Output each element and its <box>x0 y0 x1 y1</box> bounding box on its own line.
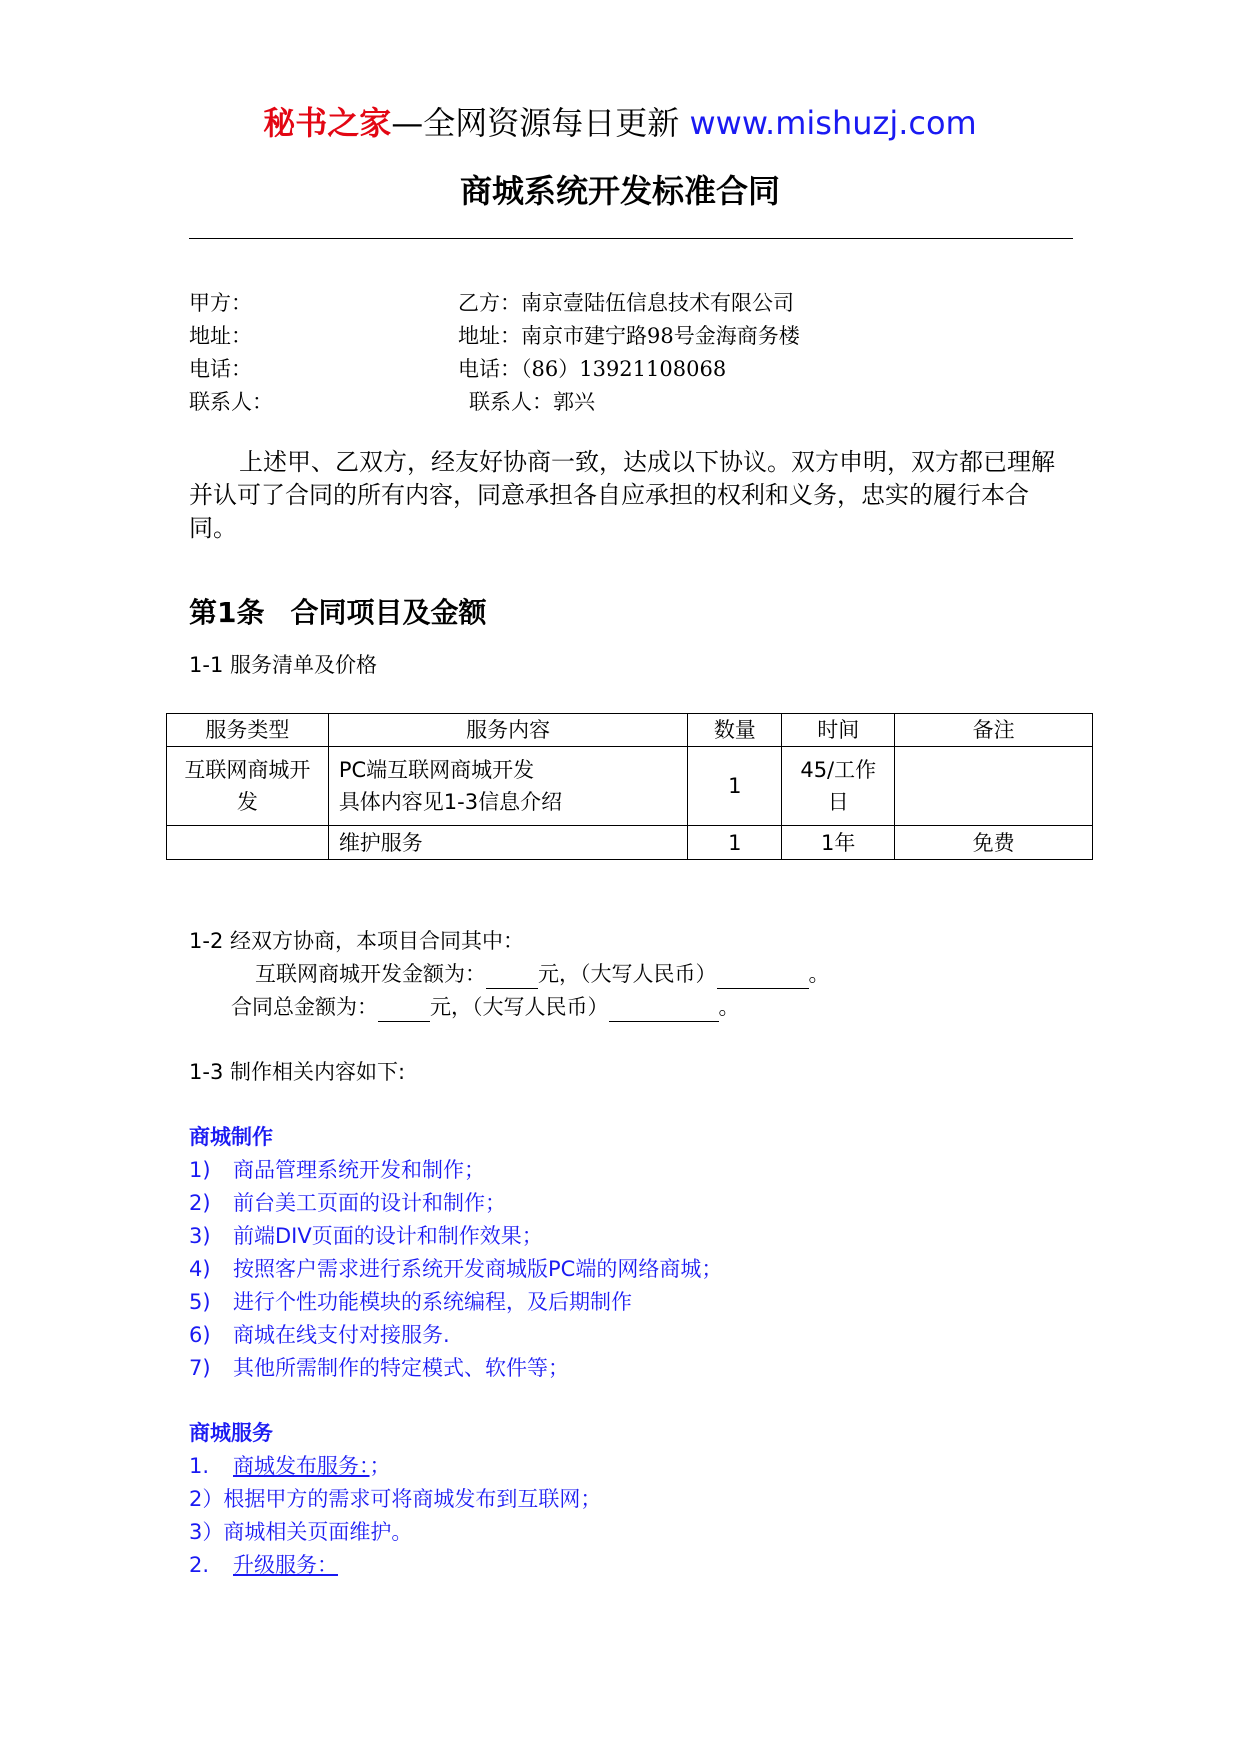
party-b-name-line <box>458 288 794 318</box>
quantity-cell: 1 <box>688 747 782 826</box>
list-number: 3) <box>189 1224 211 1248</box>
list-item <box>189 1221 543 1251</box>
table-header-cell: 时间 <box>782 714 895 747</box>
cell-line: 具体内容见1-3信息介绍 <box>338 790 563 814</box>
service-content-cell: 维护服务 <box>328 826 688 860</box>
table-header-cell: 备注 <box>895 714 1093 747</box>
party-b-address-line <box>458 321 800 351</box>
amount-label: 互联网商城开发金额为： <box>255 962 486 986</box>
table-header-cell: 数量 <box>688 714 782 747</box>
table-header-cell: 服务内容 <box>328 714 688 747</box>
list-number: 7) <box>189 1356 211 1380</box>
service-table <box>166 713 1093 860</box>
party-b-contact-label: 联系人： <box>469 390 553 414</box>
subsection-1-2-heading: 1-2 经双方协商，本项目合同其中： <box>189 929 524 953</box>
total-amount-blank[interactable] <box>378 997 430 1022</box>
cell-line: 互联网商城开 <box>184 758 311 782</box>
cell-line: 发 <box>236 790 258 814</box>
note-cell: 免费 <box>895 826 1093 860</box>
list-number: 1) <box>189 1158 211 1182</box>
list-text: 按照客户需求进行系统开发商城版PC端的网络商城； <box>233 1257 723 1281</box>
list-item <box>189 1353 569 1383</box>
list-number: 2) <box>189 1191 211 1215</box>
service-type-cell <box>167 826 329 860</box>
service-content-cell <box>328 747 688 826</box>
section-1-title: 合同项目及金额 <box>290 596 487 629</box>
list-text: 商城在线支付对接服务. <box>233 1323 450 1347</box>
amount-blank[interactable] <box>486 964 538 989</box>
party-b-address-label: 地址： <box>458 324 521 348</box>
subsection-1-1: 1-1 服务清单及价格 <box>189 653 377 677</box>
list-item <box>189 1188 506 1218</box>
list-text: 进行个性功能模块的系统编程，及后期制作 <box>233 1290 632 1314</box>
cell-line: PC端互联网商城开发 <box>338 758 535 782</box>
list-item <box>189 1287 632 1317</box>
list-item <box>189 1155 485 1185</box>
list-item <box>189 1320 450 1350</box>
mall-service-heading: 商城服务 <box>189 1421 273 1445</box>
total-amount-line <box>231 992 740 1022</box>
list-text: 前台美工页面的设计和制作； <box>233 1191 506 1215</box>
document-title: 商城系统开发标准合同 <box>459 172 780 210</box>
list-text: 前端DIV页面的设计和制作效果； <box>233 1224 543 1248</box>
intro-paragraph: 上述甲、乙双方，经友好协商一致，达成以下协议。双方申明，双方都已理解并认可了合同的所有内容，同意承担各自应承担的权利和义务，忠实的履行本合同。 <box>189 448 1055 542</box>
mall-dev-amount-line <box>255 959 830 989</box>
party-b-contact-line <box>469 387 595 417</box>
section-1-number: 第1条 <box>189 596 265 629</box>
total-amount-label: 合同总金额为： <box>231 995 378 1019</box>
party-a-address-label: 地址： <box>189 324 252 348</box>
list-item <box>189 1550 338 1580</box>
party-b-phone-line <box>458 354 726 384</box>
note-cell <box>895 747 1093 826</box>
amount-uppercase-label: 元，（大写人民币） <box>538 962 717 986</box>
list-item <box>189 1451 391 1481</box>
total-uppercase-label: 元，（大写人民币） <box>430 995 609 1019</box>
brand-slogan: —全网资源每日更新 <box>391 104 680 142</box>
table-header-row <box>167 714 1093 747</box>
party-a-phone-label: 电话： <box>189 357 252 381</box>
title-divider <box>189 238 1073 239</box>
party-a-contact-label: 联系人： <box>189 390 273 414</box>
quantity-cell: 1 <box>688 826 782 860</box>
mall-production-heading: 商城制作 <box>189 1125 273 1149</box>
section-1-heading <box>189 593 487 633</box>
table-row <box>167 826 1093 860</box>
cell-line: 日 <box>827 790 849 814</box>
site-header <box>0 100 1240 146</box>
list-number: 6) <box>189 1323 211 1347</box>
party-b-name: 南京壹陆伍信息技术有限公司 <box>521 291 794 315</box>
party-b-phone-label: 电话： <box>458 357 521 381</box>
time-cell: 1年 <box>782 826 895 860</box>
site-url-link[interactable]: www.mishuzj.com <box>689 104 977 142</box>
list-text: 商品管理系统开发和制作； <box>233 1158 485 1182</box>
uppercase-amount-blank[interactable] <box>717 964 809 989</box>
list-number: 4) <box>189 1257 211 1281</box>
cell-line: 45/工作 <box>800 758 877 782</box>
total-uppercase-blank[interactable] <box>609 997 719 1022</box>
brand-name: 秘书之家 <box>263 104 392 142</box>
party-b-label: 乙方： <box>458 291 521 315</box>
list-item <box>189 1254 722 1284</box>
list-number: 1. <box>189 1454 210 1478</box>
subsection-1-3-heading: 1-3 制作相关内容如下: <box>189 1060 406 1084</box>
time-cell <box>782 747 895 826</box>
list-text-tail: ； <box>369 1454 391 1478</box>
table-header-cell: 服务类型 <box>167 714 329 747</box>
party-b-contact: 郭兴 <box>553 390 595 414</box>
service-type-cell <box>167 747 329 826</box>
party-a-label: 甲方： <box>189 291 252 315</box>
list-number: 5) <box>189 1290 211 1314</box>
list-item: 3）商城相关页面维护。 <box>189 1520 413 1544</box>
party-b-address: 南京市建宁路98号金海商务楼 <box>521 324 800 348</box>
party-b-phone: （86）13921108068 <box>521 357 727 381</box>
list-text: 其他所需制作的特定模式、软件等； <box>233 1356 569 1380</box>
upgrade-service-text: 升级服务： <box>233 1553 338 1577</box>
list-number: 2. <box>189 1553 210 1577</box>
table-row <box>167 747 1093 826</box>
total-end: 。 <box>718 995 740 1019</box>
list-item: 2）根据甲方的需求可将商城发布到互联网； <box>189 1487 602 1511</box>
amount-end: 。 <box>808 962 830 986</box>
publish-service-text: 商城发布服务： <box>233 1454 370 1478</box>
